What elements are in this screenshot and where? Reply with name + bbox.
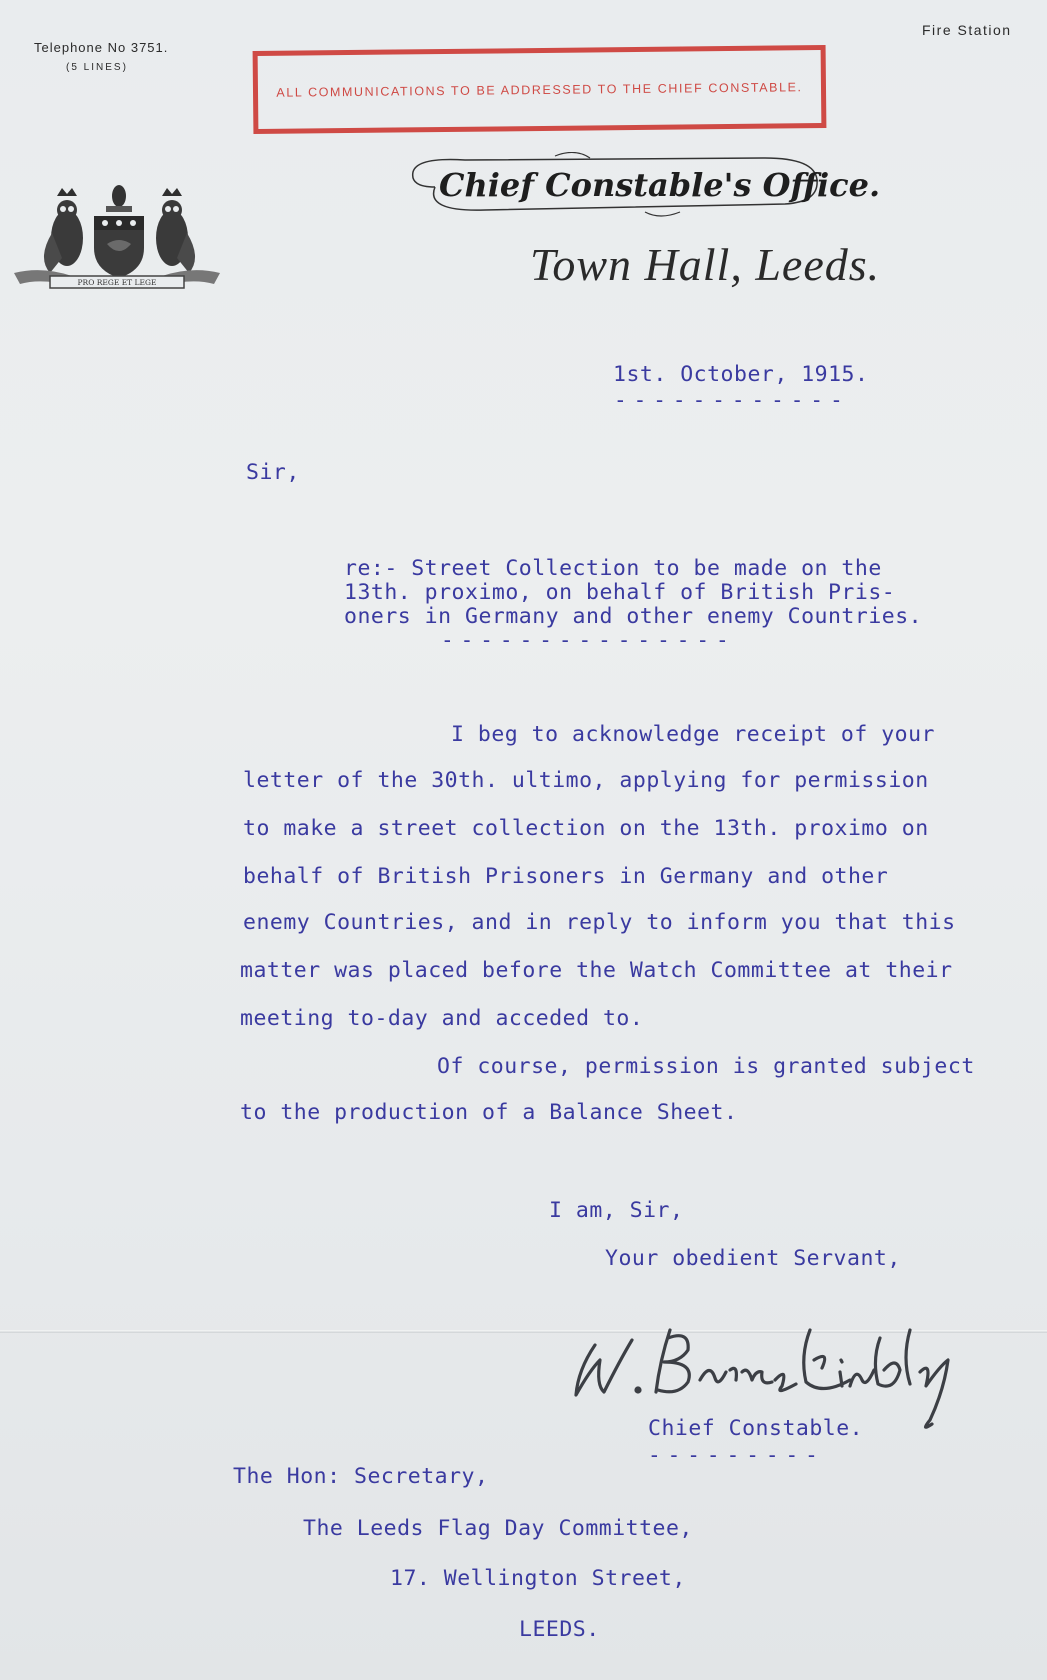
body-line-2: letter of the 30th. ultimo, applying for permission [243,768,929,793]
closing-line-1: I am, Sir, [549,1198,684,1223]
closing-line-2: Your obedient Servant, [605,1246,901,1271]
office-title [405,152,881,222]
handwritten-signature [560,1300,1000,1434]
body-line-7: meeting to-day and acceded to. [240,1006,644,1031]
telephone-lines: (5 LINES) [66,62,128,73]
communications-notice [253,45,827,134]
body-line-3: to make a street collection on the 13th. proximo on [243,816,929,841]
body-line-1: I beg to acknowledge receipt of your [451,722,935,747]
body-line-5: enemy Countries, and in reply to inform you that this [243,910,956,935]
recipient-line-4: LEEDS. [519,1617,600,1642]
body-line-9: to the production of a Balance Sheet. [240,1100,738,1125]
recipient-line-3: 17. Wellington Street, [390,1566,686,1591]
subject-line-2: 13th. proximo, on behalf of British Pris- [344,580,896,605]
body-line-4: behalf of British Prisoners in Germany and other [243,864,889,889]
recipient-line-2: The Leeds Flag Day Committee, [303,1516,693,1541]
salutation: Sir, [246,460,300,485]
recipient-line-1: The Hon: Secretary, [233,1464,489,1489]
letter-date: 1st. October, 1915. [613,362,869,387]
fire-station-label: Fire Station [922,22,1012,38]
date-underline: ------------ [614,388,850,412]
body-line-8: Of course, permission is granted subject [437,1054,975,1079]
title-underline: --------- [648,1443,825,1467]
signatory-title: Chief Constable. [648,1416,864,1441]
subject-underline: --------------- [441,628,736,652]
subject-line-1: re:- Street Collection to be made on the [344,556,882,581]
leeds-coat-of-arms-icon [12,178,222,307]
telephone-number: Telephone No 3751. [34,40,169,55]
subject-line-3: oners in Germany and other enemy Countries. [344,604,923,629]
office-title-text: Chief Constable's Office. [439,166,881,204]
crest-motto: PRO REGE ET LEGE [77,278,157,287]
body-line-6: matter was placed before the Watch Committee at their [240,958,953,983]
office-address: Town Hall, Leeds. [530,239,881,290]
notice-text: ALL COMMUNICATIONS TO BE ADDRESSED TO THE CHIEF CONSTABLE. [276,79,803,100]
